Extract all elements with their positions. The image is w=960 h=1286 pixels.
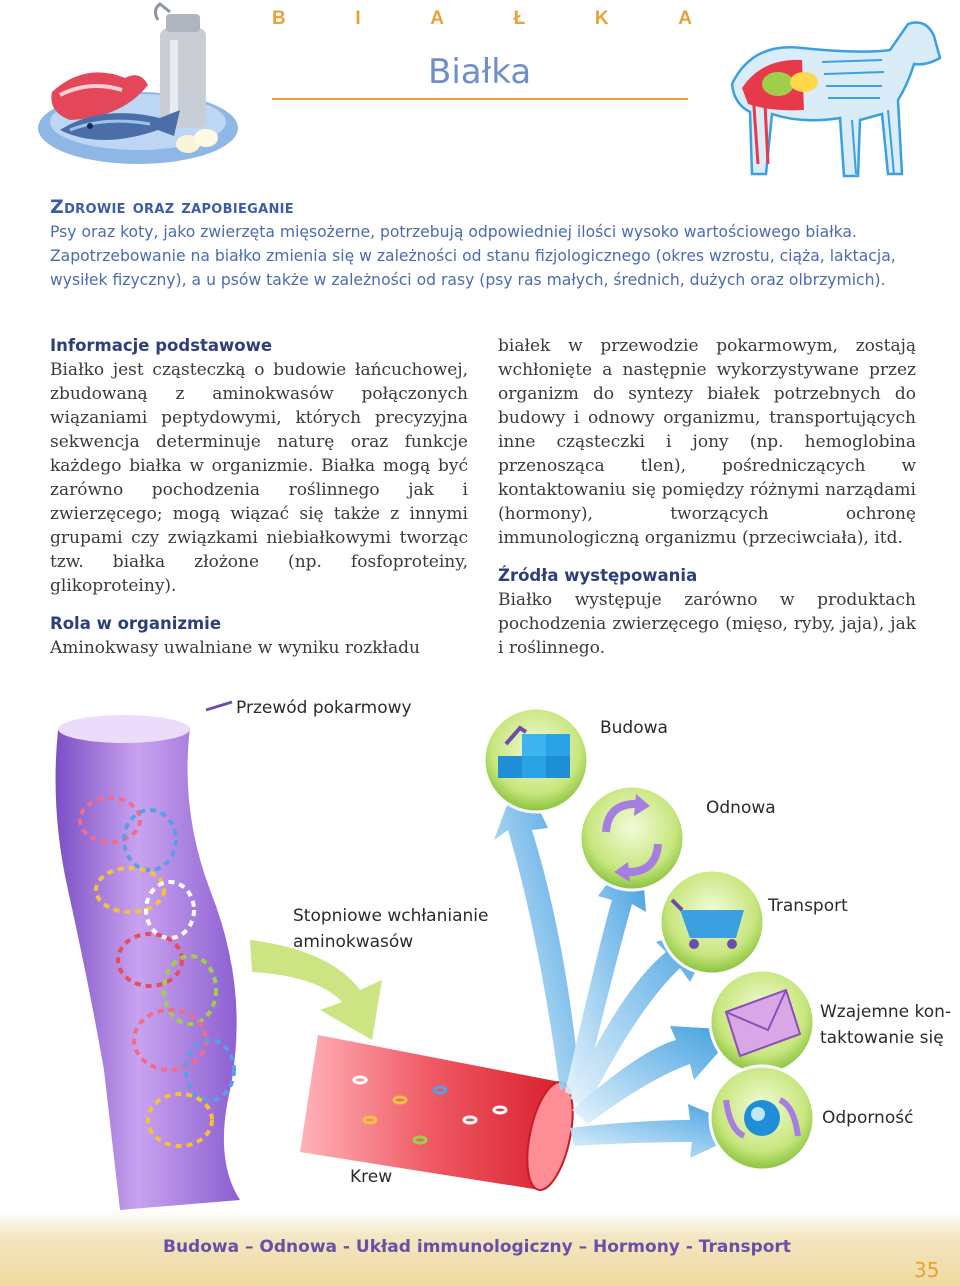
function-label-contact-line1: Wzajemne kon-	[820, 1002, 952, 1022]
chapter-letter: Ł	[513, 8, 526, 29]
absorption-label-line2: aminokwasów	[293, 932, 414, 952]
footer-text: Budowa – Odnowa - Układ immunologiczny – Hormony - Transport	[163, 1237, 791, 1257]
page-number: 35	[914, 1258, 940, 1282]
intro-paragraph: Psy oraz koty, jako zwierzęta mięsożerne, potrzebują odpowiedniej ilości wysoko wartościowego białka. Zapotrzebowanie na białko zmienia się w zależności od stanu fizjologicznego (okres wzrostu, ciąża, laktacja, wysiłek fizyczny), a u psów także w zależności od rasy (psy ras małych, średnich, dużych oraz olbrzymich).	[50, 223, 896, 289]
chapter-letter: A	[678, 8, 692, 29]
right-column	[498, 334, 916, 660]
left-column	[50, 334, 468, 660]
digestive-tract	[56, 702, 240, 1210]
absorption-arrow	[250, 940, 382, 1040]
dog-anatomy-illustration	[712, 14, 950, 186]
section-heading: Zdrowie oraz zapobieganie	[50, 196, 294, 218]
function-label-renewal: Odnowa	[706, 798, 776, 818]
basic-info-paragraph: Białko jest cząsteczką o budowie łańcuchowej, zbudowaną z aminokwasów połączonych wiązaniami peptydowymi, których precyzyjna sekwencja determinuje naturę oraz funkcje każdego białka w organizmie. Białka mogą być zarówno pochodzenia roślinnego jak i zwierzęcego; mogą wiązać się także z innymi grupami czy związkami niebiałkowymi tworząc tzw. białka złożone (np. fosfoproteiny, glikoproteiny).	[50, 360, 468, 596]
blood-vessel	[300, 1035, 581, 1194]
absorption-label-line1: Stopniowe wchłanianie	[293, 906, 489, 926]
page-title: Białka	[428, 52, 532, 92]
basic-info-heading: Informacje podstawowe	[50, 336, 273, 355]
chapter-letter: B	[272, 8, 286, 29]
chapter-letter: A	[430, 8, 444, 29]
function-label-transport: Transport	[768, 896, 848, 916]
chapter-letter: I	[355, 8, 361, 29]
role-heading: Rola w organizmie	[50, 614, 222, 633]
sources-heading: Źródła występowania	[498, 566, 698, 585]
function-label-immunity: Odporność	[822, 1108, 914, 1128]
role-paragraph: Aminokwasy uwalniane w wyniku rozkładu	[50, 638, 420, 658]
protein-diagram	[0, 690, 960, 1210]
function-label-contact-line2: taktowanie się	[820, 1028, 944, 1048]
role-paragraph-continued: białek w przewodzie pokarmowym, zostają wchłonięte a następnie wykorzystywane przez organizm do syntezy białek potrzebnych do budowy i odnowy organizmu, transportujących inne cząsteczki i jony (np. hemoglobina przenosząca tlen), pośredniczących w kontaktowaniu się pomiędzy różnymi narządami (hormony), tworzących ochronę immunologiczną organizmu (przeciwciała), itd.	[498, 336, 916, 548]
title-rule	[272, 98, 688, 100]
gut-label: Przewód pokarmowy	[236, 698, 412, 718]
function-label-building: Budowa	[600, 718, 668, 738]
chapter-letters	[272, 8, 692, 30]
chapter-letter: K	[594, 8, 609, 29]
sources-paragraph: Białko występuje zarówno w produktach pochodzenia zwierzęcego (mięso, ryby, jaja), jak i roślinnego.	[498, 590, 916, 658]
food-illustration	[30, 0, 245, 170]
blood-label: Krew	[350, 1167, 393, 1187]
diagram-graphics	[0, 690, 960, 1210]
